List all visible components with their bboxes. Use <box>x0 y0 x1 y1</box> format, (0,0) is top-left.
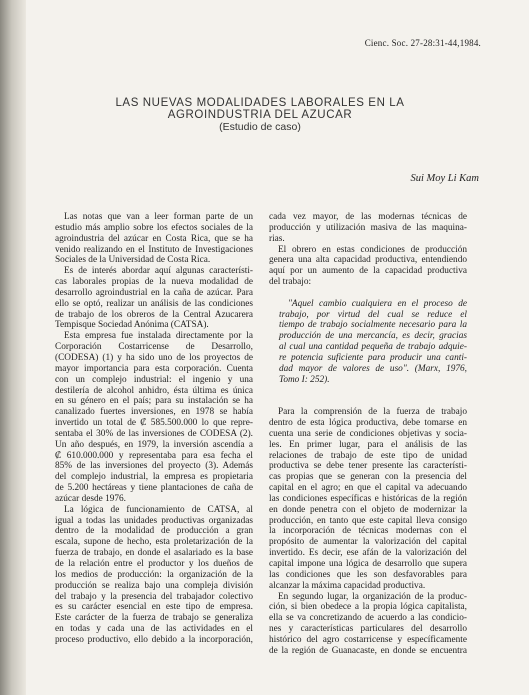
blank-line <box>269 396 467 407</box>
text-line: En segundo lugar, la organización de la produc- <box>278 591 467 602</box>
text-line: destilería de alcohol anhidro, ésta última es única <box>55 385 253 396</box>
text-line: invertido. Es decir, ese afán de la valorización del <box>269 548 467 559</box>
text-line: (CODESA) (1) y ha sido uno de los proyectos de <box>55 352 253 363</box>
quote-line: tiempo de trabajo socialmente necesario para la <box>279 320 467 331</box>
text-line: con un complejo industrial: el ingenio y una <box>55 374 253 385</box>
right-column <box>269 212 467 657</box>
text-line: alcanzar la máxima capacidad productiva. <box>269 580 426 591</box>
binding-shadow <box>0 0 26 695</box>
text-line: histórico del agro costarricense y específicamente <box>269 634 467 645</box>
text-line: capital impone una lógica de desarrollo que supera <box>269 559 467 569</box>
text-line: venido realizando en el Instituto de Investigaciones <box>55 244 253 255</box>
text-line: propósito de aumentar la valorización del capital <box>269 537 467 548</box>
text-line: dentro de la modalidad de producción a gran <box>55 526 253 537</box>
text-line: capital en el agro; en que el capital va adecuando <box>269 483 467 494</box>
text-line: canalizado fuertes inversiones, en 1978 se había <box>55 407 253 418</box>
text-line: aquí por un aumento de la capacidad productiva <box>269 266 467 277</box>
quote-line: Tomo I: 252). <box>279 374 330 385</box>
text-line: dentro de esta lógica productiva, debe tomarse en <box>269 418 467 429</box>
text-line: la incorporación de técnicas modernas con el <box>269 526 467 537</box>
text-line: ₡ 610.000.000 y representaba para esa fecha el <box>55 450 253 461</box>
text-line: sentaba el 30% de las inversiones de CODESA (2). <box>55 428 253 439</box>
quote-line: al cual una cantidad pequeña de trabajo adquie- <box>279 342 467 353</box>
text-line: fuerza de trabajo, en donde el asalariado es la base <box>55 548 253 559</box>
text-line: Esta empresa fue instalada directamente por la <box>64 331 253 342</box>
text-line: igual a todas las unidades productivas organizadas <box>55 515 253 526</box>
text-line: ción, si bien obedece a la propia lógica capitalista, <box>269 602 467 613</box>
text-line: La lógica de funcionamiento de CATSA, al <box>64 504 253 515</box>
text-line: de trabajo de los obreros de la Central Azucarera <box>55 309 253 320</box>
running-head: Cienc. Soc. 27-28:31-44,1984. <box>364 38 481 48</box>
text-line: productiva se debe tener presente las característi- <box>269 461 467 472</box>
text-line: genera una alta capacidad productiva, entendiendo <box>269 255 467 266</box>
blank-line <box>269 386 467 397</box>
quote-line: dad mayor de valores de uso". (Marx, 1976, <box>279 363 467 374</box>
blank-line <box>269 288 467 299</box>
text-line: 85% de las inversiones del proyecto (3). Además <box>55 461 253 472</box>
text-line: Corporación Costarricense de Desarrollo, <box>55 342 253 353</box>
article-title-line-2: AGROINDUSTRIA DEL AZUCAR <box>167 109 353 121</box>
text-line: Las notas que van a leer forman parte de un <box>64 212 253 222</box>
text-line: en todas y cada una de las actividades en el <box>55 624 253 635</box>
text-line: cas propias que se generan con la presencia del <box>269 472 467 483</box>
text-line: rias. <box>269 233 285 244</box>
text-line: ella se va concretizando de acuerdo a las condicio- <box>269 613 467 624</box>
text-line: nes y características particulares del desarrollo <box>269 624 467 635</box>
text-line: relaciones de trabajo de este tipo de unidad <box>269 450 467 461</box>
text-line: cuenta una serie de condiciones objetivas y socia- <box>269 428 467 439</box>
text-line: producción y utilización masiva de las maquina- <box>269 222 467 233</box>
text-line: Para la comprensión de la fuerza de trabajo <box>278 407 467 418</box>
text-line: cas laborales propias de la nueva modalidad de <box>55 277 253 288</box>
article-title-line-1: LAS NUEVAS MODALIDADES LABORALES EN LA <box>115 97 405 109</box>
text-line: Sociales de la Universidad de Costa Rica. <box>55 255 211 266</box>
author-name: Sui Moy Li Kam <box>410 173 479 184</box>
text-line: Es de interés abordar aquí algunas característi- <box>64 266 253 277</box>
text-line: El obrero en estas condiciones de producción <box>278 244 467 255</box>
text-line: producción se realiza bajo una compleja división <box>55 580 253 591</box>
text-line: mayor importancia para esta corporación. Cuenta <box>55 363 253 374</box>
text-line: los medios de producción: la organización de la <box>55 569 253 580</box>
text-line: agroindustria del azúcar en Costa Rica, que se ha <box>55 233 253 244</box>
text-line: del trabajo: <box>269 277 312 288</box>
quote-line: producción de una mercancía, es decir, gracias <box>279 331 467 342</box>
text-line: escala, supone de hecho, esta proletarización de la <box>55 537 253 548</box>
text-line: azúcar desde 1976. <box>55 493 126 504</box>
quote-line: re potencia suficiente para producir una canti- <box>279 352 467 363</box>
text-line: desarrollo agroindustrial en la caña de azúcar. Para <box>55 287 253 298</box>
text-line: Este carácter de la fuerza de trabajo se generaliza <box>55 613 253 624</box>
text-line: Un año después, en 1979, la inversión ascendía a <box>55 439 253 450</box>
text-line: del complejo industrial, la empresa es propietaria <box>55 472 253 483</box>
text-line: las condiciones que les son desfavorables para <box>269 569 467 580</box>
text-line: proceso productivo, ello debido a la incorporación, <box>55 634 253 645</box>
left-column <box>55 212 253 646</box>
quote-line: trabajo, por virtud del cual se reduce el <box>279 309 467 320</box>
text-line: producción, en tanto que este capital lleva consigo <box>269 515 467 526</box>
text-line: en su género en el país; para su instalación se ha <box>55 396 253 407</box>
text-line: estudio más amplio sobre los efectos sociales de la <box>55 222 253 233</box>
text-line: de 5.200 hectáreas y tiene plantaciones de caña de <box>55 483 253 494</box>
text-line: invertido un total de ₡ 585.500.000 lo que repre- <box>55 418 253 429</box>
text-line: del trabajo y la presencia del trabajador colectivo <box>55 591 253 602</box>
text-line: en donde penetra con el objeto de modernizar la <box>269 504 467 515</box>
text-line: les. En primer lugar, para el análisis de las <box>269 439 467 450</box>
text-line: de la región de Guanacaste, en donde se encuentra <box>269 645 467 656</box>
text-line: las condiciones específicas e históricas de la región <box>269 493 467 504</box>
quote-line: "Aquel cambio cualquiera en el proceso de <box>288 298 467 309</box>
text-line: ello se optó, realizar un análisis de las condiciones <box>55 298 253 309</box>
text-line: de la relación entre el productor y los dueños de <box>55 559 253 569</box>
text-line: es su carácter esencial en este tipo de empresa. <box>55 602 253 613</box>
article-subtitle: (Estudio de caso) <box>219 121 301 133</box>
text-line: cada vez mayor, de las modernas técnicas de <box>269 212 467 222</box>
text-line: Tempisque Sociedad Anónima (CATSA). <box>55 320 209 331</box>
